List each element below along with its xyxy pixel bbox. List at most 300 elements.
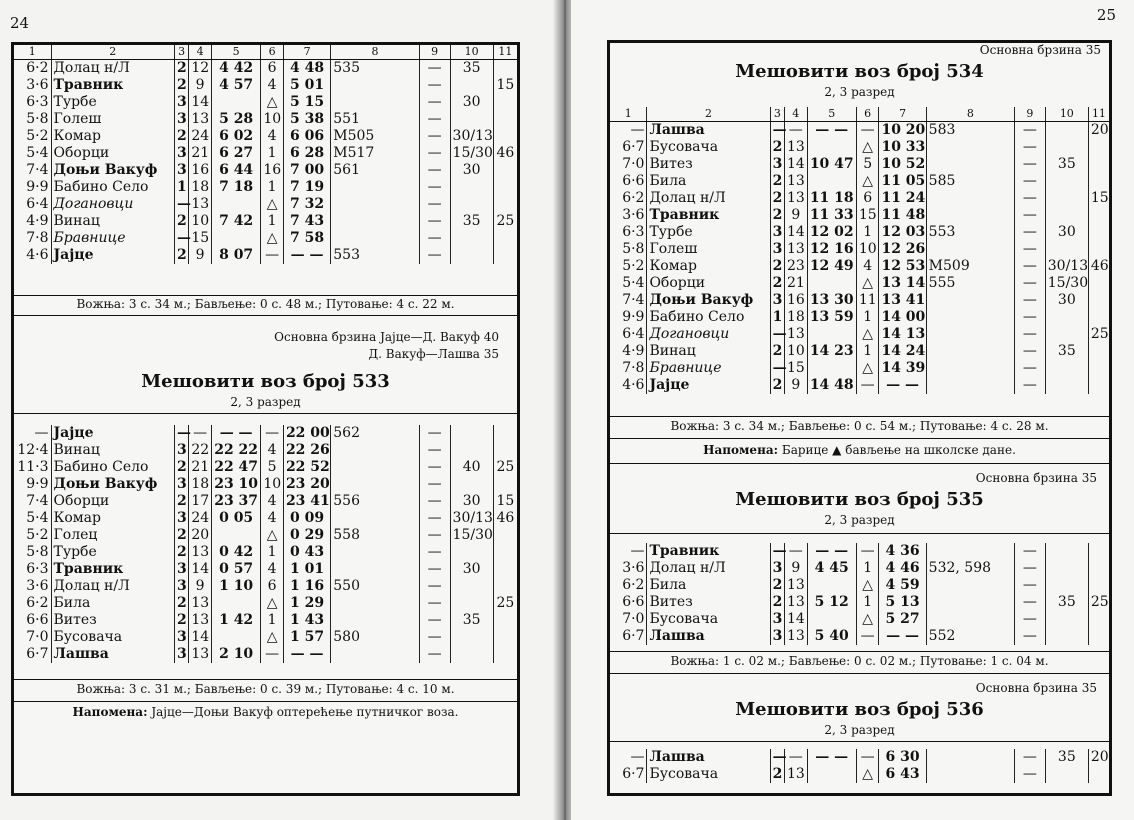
arrival-cell <box>807 139 856 156</box>
departure-cell: 11 24 <box>879 190 926 207</box>
departure-cell: 7 00 <box>283 162 330 179</box>
station-cell: Догановци <box>51 196 174 213</box>
connection-cell <box>926 190 1014 207</box>
speed-cell <box>1045 173 1088 190</box>
arrival-cell: 0 57 <box>211 561 260 578</box>
col4-cell: 14 <box>785 156 808 173</box>
col11-cell <box>493 646 517 663</box>
departure-cell: 23 41 <box>283 493 330 510</box>
col4-cell: 21 <box>785 275 808 292</box>
station-cell: Бравнице <box>647 360 770 377</box>
arrival-cell: 14 48 <box>807 377 856 394</box>
km-cell: 5·4 <box>26 510 49 526</box>
station-cell: Комар <box>647 258 770 275</box>
col3-cell: 3 <box>770 560 784 577</box>
col3-cell: 1 <box>174 179 188 196</box>
connection-cell: М517 <box>331 145 419 162</box>
column-number-10: 10 <box>1045 107 1088 122</box>
stop-cell: △ <box>261 595 284 612</box>
col9-cell: — <box>419 179 450 196</box>
speed-cell <box>1045 377 1088 394</box>
station-cell: Доњи Вакуф <box>51 162 174 179</box>
col9-cell: — <box>1014 326 1045 343</box>
col3-cell: 2 <box>174 247 188 264</box>
col4-cell: 14 <box>189 629 212 646</box>
departure-cell: 4 36 <box>879 543 926 560</box>
col4-cell: 14 <box>785 224 808 241</box>
column-number-10: 10 <box>450 45 493 60</box>
col11-cell: 46 <box>493 145 517 162</box>
km-cell: 7·8 <box>622 360 645 376</box>
table-row <box>610 241 1109 258</box>
col3-cell: 3 <box>174 476 188 493</box>
departure-cell: — — <box>283 646 330 663</box>
col4-cell: 13 <box>189 196 212 213</box>
col11-cell <box>1088 343 1109 360</box>
col11-cell <box>1088 156 1109 173</box>
stop-cell: — <box>856 543 879 560</box>
speed-cell: 30 <box>450 561 493 578</box>
connection-cell: 583 <box>926 122 1014 140</box>
table-row <box>14 179 517 196</box>
connection-cell: 551 <box>331 111 419 128</box>
speed-cell: 35 <box>1045 156 1088 173</box>
train-534-summary: Вожња: 3 с. 34 м.; Бављење: 0 с. 54 м.; Путовање: 4 с. 28 м. <box>670 419 1049 433</box>
departure-cell: 7 58 <box>283 230 330 247</box>
col9-cell: — <box>1014 360 1045 377</box>
arrival-cell: — — <box>807 749 856 766</box>
column-number-1: 1 <box>610 107 647 122</box>
train-534-class: 2, 3 разред <box>824 85 895 99</box>
col11-cell: 15 <box>1088 190 1109 207</box>
col4-cell: 10 <box>189 213 212 230</box>
stop-cell: 4 <box>261 561 284 578</box>
table-row <box>14 510 517 527</box>
col11-cell <box>1088 292 1109 309</box>
table-row <box>14 527 517 544</box>
speed-cell: 15/30 <box>450 527 493 544</box>
col3-cell: 2 <box>174 595 188 612</box>
col3-cell: 2 <box>174 493 188 510</box>
connection-cell <box>926 360 1014 377</box>
stop-cell: 5 <box>261 459 284 476</box>
departure-cell: 14 00 <box>879 309 926 326</box>
departure-cell: 1 29 <box>283 595 330 612</box>
col11-cell: 15 <box>493 493 517 510</box>
km-cell: 5·2 <box>26 128 49 144</box>
km-cell: 7·0 <box>26 629 49 645</box>
table-row <box>14 162 517 179</box>
col9-cell: — <box>419 459 450 476</box>
col11-cell <box>1088 224 1109 241</box>
km-cell: 9·9 <box>26 179 49 195</box>
col4-cell: 12 <box>189 60 212 78</box>
station-cell: Травник <box>647 543 770 560</box>
col9-cell: — <box>1014 543 1045 560</box>
station-cell: Голеш <box>647 241 770 258</box>
departure-cell: 5 38 <box>283 111 330 128</box>
km-cell: 6·4 <box>622 326 645 342</box>
departure-cell: 1 57 <box>283 629 330 646</box>
col11-cell <box>493 179 517 196</box>
col11-cell <box>493 476 517 493</box>
train-535-class: 2, 3 разред <box>824 513 895 527</box>
table-row <box>610 360 1109 377</box>
col11-cell <box>1088 139 1109 156</box>
stop-cell: 15 <box>856 207 879 224</box>
col9-cell: — <box>1014 292 1045 309</box>
stop-cell: 1 <box>856 309 879 326</box>
arrival-cell: 2 10 <box>211 646 260 663</box>
km-cell: 12·4 <box>17 442 49 458</box>
station-cell: Голец <box>51 527 174 544</box>
departure-cell: 13 41 <box>879 292 926 309</box>
speed-cell: 30 <box>1045 292 1088 309</box>
col3-cell: 2 <box>174 459 188 476</box>
station-cell: Оборци <box>51 145 174 162</box>
arrival-cell <box>807 326 856 343</box>
col3-cell: 2 <box>770 377 784 394</box>
departure-cell: 6 43 <box>879 766 926 783</box>
table-row <box>610 156 1109 173</box>
departure-cell: — — <box>879 628 926 645</box>
connection-cell: 556 <box>331 493 419 510</box>
departure-cell: 12 26 <box>879 241 926 258</box>
table-row <box>610 766 1109 783</box>
col9-cell: — <box>419 230 450 247</box>
departure-cell: 5 27 <box>879 611 926 628</box>
departure-cell: 22 00 <box>283 425 330 442</box>
stop-cell: △ <box>261 527 284 544</box>
right-page <box>571 0 1134 820</box>
col11-cell <box>493 527 517 544</box>
speed-cell <box>450 425 493 442</box>
speed-cell: 35 <box>450 213 493 230</box>
table-row <box>14 94 517 111</box>
col4-cell: 17 <box>189 493 212 510</box>
col3-cell: — <box>770 543 784 560</box>
stop-cell: 1 <box>261 145 284 162</box>
table-row <box>610 577 1109 594</box>
arrival-cell: 22 22 <box>211 442 260 459</box>
col11-cell <box>1088 611 1109 628</box>
table-row <box>610 207 1109 224</box>
col9-cell: — <box>1014 628 1045 645</box>
departure-cell: 0 09 <box>283 510 330 527</box>
column-number-8: 8 <box>331 45 419 60</box>
speed-cell <box>450 544 493 561</box>
departure-cell: 10 20 <box>879 122 926 140</box>
table-row <box>14 213 517 230</box>
station-cell: Била <box>647 577 770 594</box>
departure-cell: 11 48 <box>879 207 926 224</box>
departure-cell: — — <box>283 247 330 264</box>
station-cell: Витез <box>647 156 770 173</box>
col4-cell: 14 <box>189 94 212 111</box>
column-number-4: 4 <box>189 45 212 60</box>
table-row <box>14 544 517 561</box>
column-number-3: 3 <box>174 45 188 60</box>
connection-cell: 585 <box>926 173 1014 190</box>
col4-cell: — <box>785 122 808 140</box>
speed-cell <box>450 230 493 247</box>
speed-cell <box>450 595 493 612</box>
speed-line-1: Основна брзина Јајце—Д. Вакуф 40 <box>274 330 499 344</box>
stop-cell: — <box>856 122 879 140</box>
col11-cell <box>1088 207 1109 224</box>
speed-cell: 30 <box>450 94 493 111</box>
col11-cell: 15 <box>493 77 517 94</box>
km-cell: 6·2 <box>26 60 49 76</box>
col9-cell: — <box>419 162 450 179</box>
connection-cell: 562 <box>331 425 419 442</box>
col11-cell <box>1088 560 1109 577</box>
departure-cell: 4 46 <box>879 560 926 577</box>
col4-cell: 24 <box>189 128 212 145</box>
column-number-3: 3 <box>770 107 784 122</box>
col3-cell: 3 <box>770 224 784 241</box>
col3-cell: 3 <box>174 646 188 663</box>
arrival-cell: 12 02 <box>807 224 856 241</box>
train-535-summary: Вожња: 1 с. 02 м.; Бављење: 0 с. 02 м.; Путовање: 1 с. 04 м. <box>670 654 1049 668</box>
departure-cell: 6 06 <box>283 128 330 145</box>
arrival-cell: 4 57 <box>211 77 260 94</box>
stop-cell: 1 <box>856 560 879 577</box>
col11-cell: 46 <box>1088 258 1109 275</box>
column-number-7: 7 <box>283 45 330 60</box>
connection-cell <box>331 561 419 578</box>
km-cell: 7·4 <box>26 162 49 178</box>
speed-cell <box>1045 190 1088 207</box>
col9-cell: — <box>419 595 450 612</box>
connection-cell <box>926 543 1014 560</box>
stop-cell: △ <box>856 577 879 594</box>
speed-cell <box>1045 139 1088 156</box>
column-number-9: 9 <box>419 45 450 60</box>
speed-cell: 30/13 <box>450 128 493 145</box>
arrival-cell: 14 23 <box>807 343 856 360</box>
col11-cell <box>1088 309 1109 326</box>
col3-cell: 3 <box>174 162 188 179</box>
col4-cell: 21 <box>189 145 212 162</box>
speed-cell <box>1045 766 1088 783</box>
col9-cell: — <box>419 196 450 213</box>
col3-cell: 3 <box>770 156 784 173</box>
col9-cell: — <box>419 60 450 78</box>
stop-cell: △ <box>261 196 284 213</box>
km-cell: 6·6 <box>622 594 645 610</box>
km-cell: 9·9 <box>622 309 645 325</box>
arrival-cell <box>211 629 260 646</box>
station-cell: Травник <box>51 77 174 94</box>
station-cell: Доњи Вакуф <box>51 476 174 493</box>
stop-cell: 4 <box>261 77 284 94</box>
speed-535: Основна брзина 35 <box>975 471 1097 485</box>
col11-cell <box>1088 241 1109 258</box>
arrival-cell: 4 45 <box>807 560 856 577</box>
col11-cell <box>493 111 517 128</box>
stop-cell: 1 <box>261 612 284 629</box>
arrival-cell <box>807 766 856 783</box>
col11-cell <box>1088 577 1109 594</box>
col9-cell: — <box>419 646 450 663</box>
column-number-5: 5 <box>211 45 260 60</box>
col3-cell: 3 <box>174 442 188 459</box>
stop-cell: △ <box>261 230 284 247</box>
col9-cell: — <box>1014 749 1045 766</box>
table-row <box>610 122 1109 140</box>
col4-cell: 13 <box>785 766 808 783</box>
connection-cell <box>331 544 419 561</box>
speed-cell <box>450 179 493 196</box>
km-cell: 4·9 <box>26 213 49 229</box>
col3-cell: 2 <box>770 766 784 783</box>
col4-cell: 13 <box>189 111 212 128</box>
col3-cell: 2 <box>770 275 784 292</box>
col9-cell: — <box>1014 190 1045 207</box>
col3-cell: 2 <box>174 60 188 78</box>
column-number-4: 4 <box>785 107 808 122</box>
table-row <box>14 128 517 145</box>
col3-cell: 2 <box>174 77 188 94</box>
col9-cell: — <box>1014 309 1045 326</box>
col3-cell: — <box>770 749 784 766</box>
table-row <box>610 190 1109 207</box>
speed-cell <box>1045 543 1088 560</box>
km-cell: 3·6 <box>26 578 49 594</box>
col9-cell: — <box>419 629 450 646</box>
col9-cell: — <box>419 128 450 145</box>
col3-cell: 2 <box>174 128 188 145</box>
stop-cell: 1 <box>856 224 879 241</box>
departure-cell: 1 01 <box>283 561 330 578</box>
arrival-cell: 11 33 <box>807 207 856 224</box>
stop-cell: 5 <box>856 156 879 173</box>
km-cell: 3·6 <box>26 77 49 93</box>
connection-cell: 553 <box>331 247 419 264</box>
stop-cell: 6 <box>261 60 284 78</box>
col11-cell <box>493 442 517 459</box>
arrival-cell <box>211 94 260 111</box>
col3-cell: 2 <box>174 213 188 230</box>
col11-cell <box>1088 628 1109 645</box>
speed-line-2: Д. Вакуф—Лашва 35 <box>368 347 499 361</box>
col9-cell: — <box>1014 343 1045 360</box>
col9-cell: — <box>419 247 450 264</box>
km-cell: 3·6 <box>622 207 645 223</box>
col3-cell: 2 <box>770 207 784 224</box>
stop-cell: 16 <box>261 162 284 179</box>
station-cell: Голеш <box>51 111 174 128</box>
station-cell: Била <box>51 595 174 612</box>
speed-cell <box>1045 360 1088 377</box>
table-row <box>610 275 1109 292</box>
connection-cell: 553 <box>926 224 1014 241</box>
col4-cell: 13 <box>785 326 808 343</box>
stop-cell: 4 <box>261 442 284 459</box>
station-cell: Витез <box>51 612 174 629</box>
station-cell: Травник <box>647 207 770 224</box>
connection-cell <box>926 577 1014 594</box>
col3-cell: 3 <box>174 145 188 162</box>
speed-cell: 15/30 <box>450 145 493 162</box>
table-row <box>14 230 517 247</box>
train-534-table <box>610 107 1109 394</box>
station-cell: Турбе <box>51 94 174 111</box>
connection-cell <box>926 241 1014 258</box>
arrival-cell: 0 05 <box>211 510 260 527</box>
departure-cell: 0 43 <box>283 544 330 561</box>
col4-cell: — <box>189 425 212 442</box>
connection-cell: 580 <box>331 629 419 646</box>
departure-cell: 5 01 <box>283 77 330 94</box>
table-row <box>610 139 1109 156</box>
col9-cell: — <box>419 425 450 442</box>
col3-cell: 3 <box>174 561 188 578</box>
speed-cell: 15/30 <box>1045 275 1088 292</box>
column-number-2: 2 <box>647 107 770 122</box>
connection-cell <box>331 476 419 493</box>
train-533-note <box>14 705 517 719</box>
stop-cell: 4 <box>856 258 879 275</box>
table-row <box>14 196 517 213</box>
train-534-title: Мешовити воз број 534 <box>735 61 984 82</box>
col4-cell: 13 <box>189 612 212 629</box>
column-number-5: 5 <box>807 107 856 122</box>
arrival-cell <box>211 527 260 544</box>
arrival-cell: 22 47 <box>211 459 260 476</box>
left-timetable-frame <box>11 42 520 796</box>
speed-cell: 40 <box>450 459 493 476</box>
col9-cell: — <box>419 476 450 493</box>
col4-cell: 13 <box>785 577 808 594</box>
connection-cell <box>926 343 1014 360</box>
col4-cell: 15 <box>785 360 808 377</box>
km-cell: — <box>630 543 645 559</box>
stop-cell: △ <box>856 139 879 156</box>
col11-cell <box>1088 377 1109 394</box>
arrival-cell: 11 18 <box>807 190 856 207</box>
col9-cell: — <box>1014 594 1045 611</box>
col9-cell: — <box>419 493 450 510</box>
speed-cell <box>1045 207 1088 224</box>
table-row <box>610 560 1109 577</box>
stop-cell: △ <box>856 360 879 377</box>
km-cell: 9·9 <box>26 476 49 492</box>
col3-cell: 3 <box>174 111 188 128</box>
arrival-cell: 12 16 <box>807 241 856 258</box>
col11-cell: 25 <box>1088 326 1109 343</box>
speed-cell: 30 <box>450 493 493 510</box>
km-cell: 6·7 <box>622 766 645 782</box>
header-row <box>14 45 517 60</box>
speed-cell: 35 <box>450 60 493 78</box>
connection-cell <box>926 377 1014 394</box>
train-535-title: Мешовити воз број 535 <box>735 489 984 510</box>
col11-cell: 25 <box>493 213 517 230</box>
departure-cell: 22 52 <box>283 459 330 476</box>
km-cell: 6·3 <box>26 94 49 110</box>
station-cell: Јајце <box>51 247 174 264</box>
km-cell: 7·4 <box>622 292 645 308</box>
col9-cell: — <box>419 527 450 544</box>
col3-cell: 2 <box>174 527 188 544</box>
arrival-cell: 12 49 <box>807 258 856 275</box>
departure-cell: 22 26 <box>283 442 330 459</box>
connection-cell <box>331 213 419 230</box>
col3-cell: 2 <box>770 258 784 275</box>
station-cell: Винац <box>647 343 770 360</box>
